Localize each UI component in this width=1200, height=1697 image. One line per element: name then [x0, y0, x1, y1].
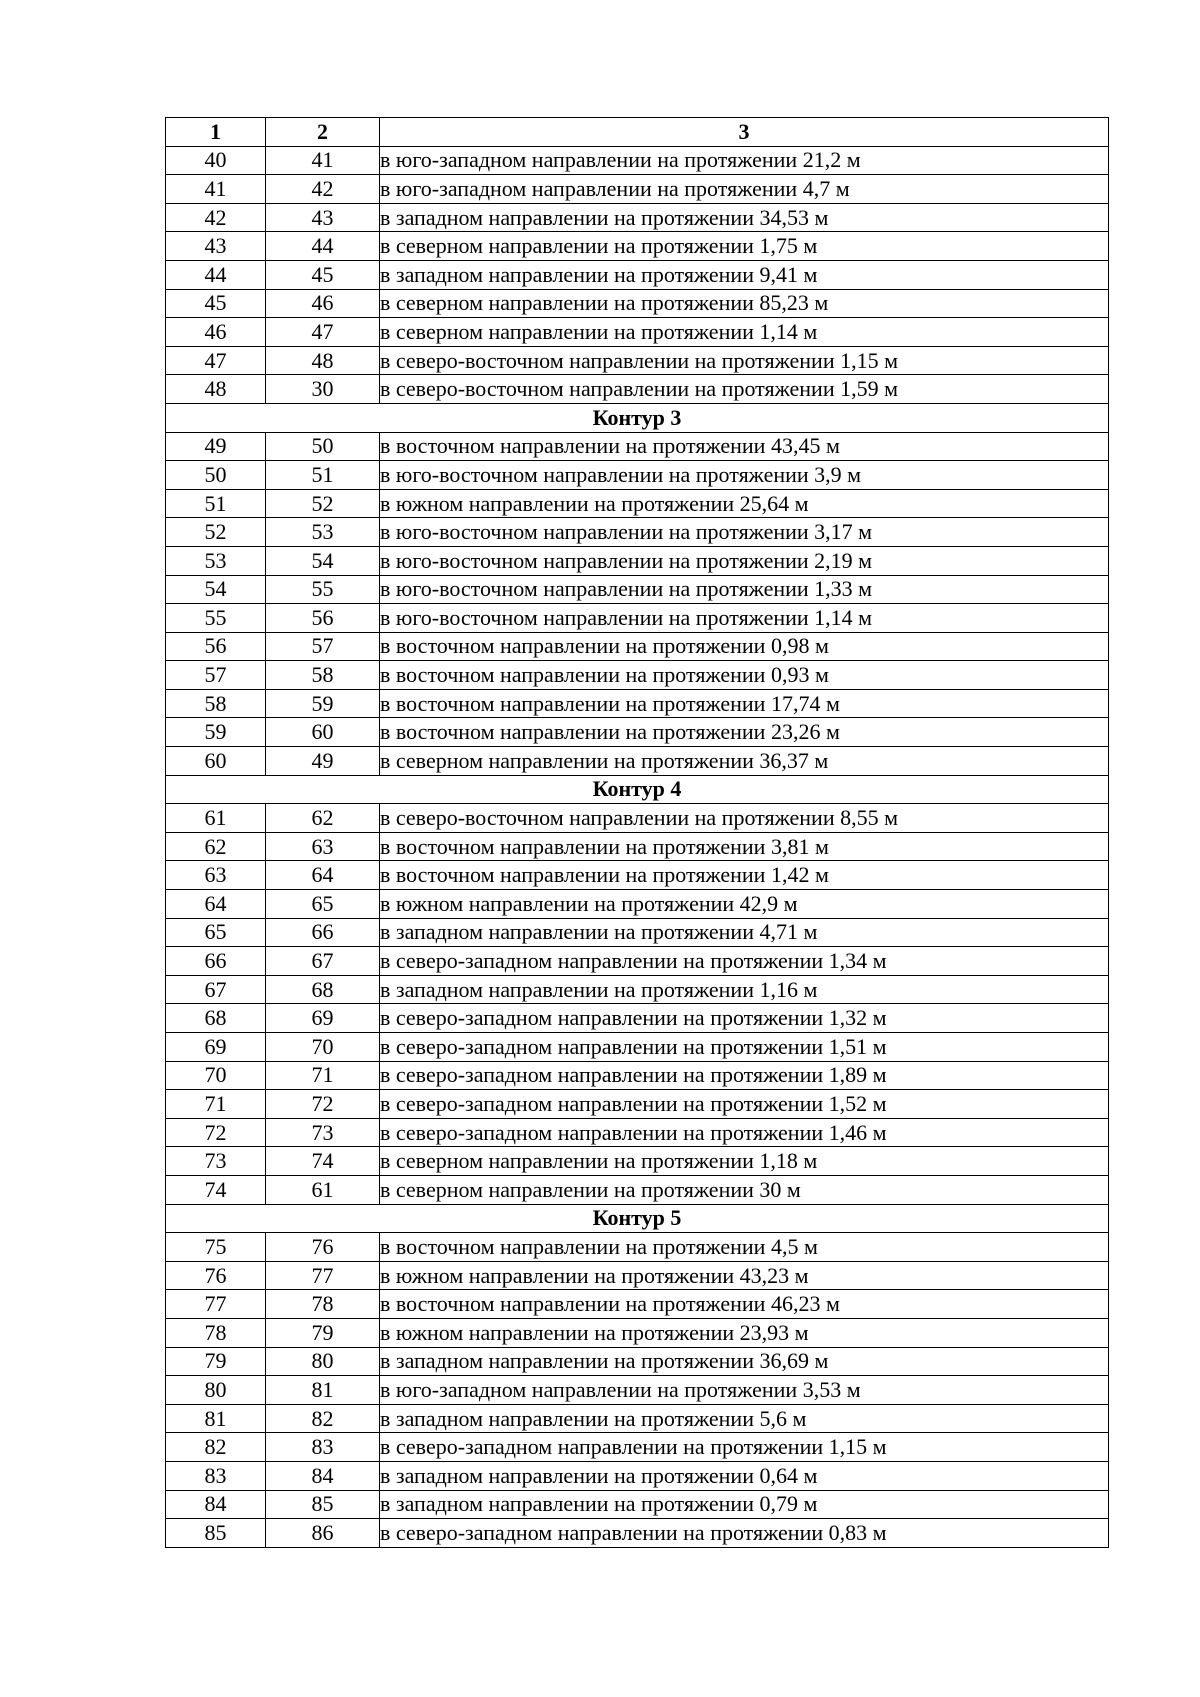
- table-row: [166, 1061, 1109, 1090]
- direction-description-cell: в северо-восточном направлении на протяжении 1,59 м: [380, 375, 1109, 404]
- point-from-cell: 60: [166, 747, 266, 776]
- point-from-cell: 79: [166, 1347, 266, 1376]
- point-to-cell: 84: [266, 1461, 380, 1490]
- table-row: [166, 1347, 1109, 1376]
- direction-description-cell: в западном направлении на протяжении 34,53 м: [380, 203, 1109, 232]
- point-from-cell: 61: [166, 804, 266, 833]
- point-from-cell: 69: [166, 1033, 266, 1062]
- point-to-cell: 55: [266, 575, 380, 604]
- point-from-cell: 43: [166, 232, 266, 261]
- table-row: [166, 1004, 1109, 1033]
- point-from-cell: 62: [166, 832, 266, 861]
- point-to-cell: 54: [266, 546, 380, 575]
- point-to-cell: 50: [266, 432, 380, 461]
- table-row: [166, 1519, 1109, 1548]
- table-row: [166, 947, 1109, 976]
- direction-description-cell: в юго-восточном направлении на протяжении 1,33 м: [380, 575, 1109, 604]
- point-from-cell: 45: [166, 289, 266, 318]
- point-to-cell: 59: [266, 689, 380, 718]
- point-from-cell: 41: [166, 175, 266, 204]
- table-row: [166, 518, 1109, 547]
- point-from-cell: 49: [166, 432, 266, 461]
- point-from-cell: 54: [166, 575, 266, 604]
- table-row: [166, 1318, 1109, 1347]
- point-from-cell: 63: [166, 861, 266, 890]
- table-row: [166, 1033, 1109, 1062]
- point-to-cell: 45: [266, 260, 380, 289]
- point-from-cell: 82: [166, 1433, 266, 1462]
- point-to-cell: 69: [266, 1004, 380, 1033]
- point-from-cell: 73: [166, 1147, 266, 1176]
- point-to-cell: 57: [266, 632, 380, 661]
- point-from-cell: 76: [166, 1261, 266, 1290]
- direction-description-cell: в восточном направлении на протяжении 46,23 м: [380, 1290, 1109, 1319]
- column-header-1: 1: [166, 118, 266, 147]
- contour-section-row: [166, 775, 1109, 804]
- point-from-cell: 67: [166, 975, 266, 1004]
- contour-title: Контур 3: [166, 403, 1109, 432]
- table-row: [166, 260, 1109, 289]
- direction-description-cell: в восточном направлении на протяжении 3,81 м: [380, 832, 1109, 861]
- point-from-cell: 42: [166, 203, 266, 232]
- point-from-cell: 75: [166, 1233, 266, 1262]
- point-to-cell: 49: [266, 747, 380, 776]
- table-row: [166, 575, 1109, 604]
- table-row: [166, 1376, 1109, 1405]
- direction-description-cell: в северо-западном направлении на протяжении 1,52 м: [380, 1090, 1109, 1119]
- table-row: [166, 1290, 1109, 1319]
- direction-description-cell: в восточном направлении на протяжении 0,98 м: [380, 632, 1109, 661]
- point-from-cell: 70: [166, 1061, 266, 1090]
- direction-description-cell: в восточном направлении на протяжении 23,26 м: [380, 718, 1109, 747]
- direction-description-cell: в северо-западном направлении на протяжении 1,89 м: [380, 1061, 1109, 1090]
- table-row: [166, 689, 1109, 718]
- table-row: [166, 804, 1109, 833]
- table-header-row: [166, 118, 1109, 147]
- point-from-cell: 47: [166, 346, 266, 375]
- direction-description-cell: в восточном направлении на протяжении 0,93 м: [380, 661, 1109, 690]
- point-to-cell: 83: [266, 1433, 380, 1462]
- table-row: [166, 1461, 1109, 1490]
- point-to-cell: 78: [266, 1290, 380, 1319]
- direction-description-cell: в западном направлении на протяжении 0,64 м: [380, 1461, 1109, 1490]
- direction-description-cell: в юго-восточном направлении на протяжении 1,14 м: [380, 604, 1109, 633]
- point-to-cell: 41: [266, 146, 380, 175]
- point-to-cell: 56: [266, 604, 380, 633]
- point-from-cell: 74: [166, 1175, 266, 1204]
- point-from-cell: 51: [166, 489, 266, 518]
- direction-description-cell: в восточном направлении на протяжении 1,42 м: [380, 861, 1109, 890]
- table-row: [166, 175, 1109, 204]
- table-row: [166, 1433, 1109, 1462]
- point-to-cell: 80: [266, 1347, 380, 1376]
- table-row: [166, 975, 1109, 1004]
- point-to-cell: 81: [266, 1376, 380, 1405]
- boundary-description-table: [165, 117, 1109, 1548]
- direction-description-cell: в северном направлении на протяжении 30 м: [380, 1175, 1109, 1204]
- direction-description-cell: в восточном направлении на протяжении 4,5 м: [380, 1233, 1109, 1262]
- table-row: [166, 918, 1109, 947]
- point-to-cell: 65: [266, 890, 380, 919]
- contour-title: Контур 5: [166, 1204, 1109, 1233]
- point-from-cell: 48: [166, 375, 266, 404]
- table-row: [166, 1175, 1109, 1204]
- direction-description-cell: в северо-западном направлении на протяжении 1,32 м: [380, 1004, 1109, 1033]
- point-from-cell: 50: [166, 461, 266, 490]
- point-to-cell: 62: [266, 804, 380, 833]
- table-row: [166, 1404, 1109, 1433]
- direction-description-cell: в северо-западном направлении на протяжении 1,51 м: [380, 1033, 1109, 1062]
- point-from-cell: 66: [166, 947, 266, 976]
- point-to-cell: 71: [266, 1061, 380, 1090]
- point-to-cell: 53: [266, 518, 380, 547]
- point-from-cell: 77: [166, 1290, 266, 1319]
- point-to-cell: 48: [266, 346, 380, 375]
- table-row: [166, 1118, 1109, 1147]
- table-row: [166, 203, 1109, 232]
- point-to-cell: 70: [266, 1033, 380, 1062]
- table-row: [166, 318, 1109, 347]
- table-row: [166, 346, 1109, 375]
- point-from-cell: 84: [166, 1490, 266, 1519]
- direction-description-cell: в южном направлении на протяжении 23,93 м: [380, 1318, 1109, 1347]
- point-from-cell: 85: [166, 1519, 266, 1548]
- point-to-cell: 73: [266, 1118, 380, 1147]
- point-from-cell: 78: [166, 1318, 266, 1347]
- direction-description-cell: в восточном направлении на протяжении 17,74 м: [380, 689, 1109, 718]
- table-row: [166, 375, 1109, 404]
- point-to-cell: 63: [266, 832, 380, 861]
- point-to-cell: 64: [266, 861, 380, 890]
- table-row: [166, 232, 1109, 261]
- direction-description-cell: в северо-западном направлении на протяжении 1,46 м: [380, 1118, 1109, 1147]
- direction-description-cell: в южном направлении на протяжении 25,64 м: [380, 489, 1109, 518]
- point-to-cell: 72: [266, 1090, 380, 1119]
- table-row: [166, 461, 1109, 490]
- direction-description-cell: в западном направлении на протяжении 36,69 м: [380, 1347, 1109, 1376]
- direction-description-cell: в юго-западном направлении на протяжении 4,7 м: [380, 175, 1109, 204]
- column-header-3: 3: [380, 118, 1109, 147]
- direction-description-cell: в юго-восточном направлении на протяжении 2,19 м: [380, 546, 1109, 575]
- table-row: [166, 861, 1109, 890]
- table-row: [166, 1261, 1109, 1290]
- table-row: [166, 1233, 1109, 1262]
- direction-description-cell: в юго-западном направлении на протяжении 21,2 м: [380, 146, 1109, 175]
- point-from-cell: 52: [166, 518, 266, 547]
- point-from-cell: 64: [166, 890, 266, 919]
- point-to-cell: 67: [266, 947, 380, 976]
- point-to-cell: 77: [266, 1261, 380, 1290]
- direction-description-cell: в западном направлении на протяжении 1,16 м: [380, 975, 1109, 1004]
- point-to-cell: 42: [266, 175, 380, 204]
- point-to-cell: 68: [266, 975, 380, 1004]
- table-row: [166, 890, 1109, 919]
- point-to-cell: 47: [266, 318, 380, 347]
- table-row: [166, 718, 1109, 747]
- point-to-cell: 85: [266, 1490, 380, 1519]
- direction-description-cell: в северо-восточном направлении на протяжении 8,55 м: [380, 804, 1109, 833]
- point-to-cell: 79: [266, 1318, 380, 1347]
- table-row: [166, 489, 1109, 518]
- direction-description-cell: в северо-западном направлении на протяжении 0,83 м: [380, 1519, 1109, 1548]
- direction-description-cell: в северном направлении на протяжении 1,14 м: [380, 318, 1109, 347]
- point-from-cell: 59: [166, 718, 266, 747]
- point-from-cell: 40: [166, 146, 266, 175]
- contour-title: Контур 4: [166, 775, 1109, 804]
- direction-description-cell: в северном направлении на протяжении 36,37 м: [380, 747, 1109, 776]
- point-from-cell: 44: [166, 260, 266, 289]
- direction-description-cell: в северо-западном направлении на протяжении 1,34 м: [380, 947, 1109, 976]
- table-row: [166, 546, 1109, 575]
- point-from-cell: 57: [166, 661, 266, 690]
- column-header-2: 2: [266, 118, 380, 147]
- point-to-cell: 43: [266, 203, 380, 232]
- point-to-cell: 52: [266, 489, 380, 518]
- point-from-cell: 65: [166, 918, 266, 947]
- direction-description-cell: в западном направлении на протяжении 5,6 м: [380, 1404, 1109, 1433]
- point-to-cell: 74: [266, 1147, 380, 1176]
- direction-description-cell: в северном направлении на протяжении 1,18 м: [380, 1147, 1109, 1176]
- point-to-cell: 82: [266, 1404, 380, 1433]
- table-row: [166, 661, 1109, 690]
- table-row: [166, 832, 1109, 861]
- point-to-cell: 46: [266, 289, 380, 318]
- table-body: [166, 146, 1109, 1547]
- table-row: [166, 432, 1109, 461]
- direction-description-cell: в юго-восточном направлении на протяжении 3,17 м: [380, 518, 1109, 547]
- direction-description-cell: в южном направлении на протяжении 42,9 м: [380, 890, 1109, 919]
- point-to-cell: 61: [266, 1175, 380, 1204]
- point-from-cell: 71: [166, 1090, 266, 1119]
- point-from-cell: 53: [166, 546, 266, 575]
- point-from-cell: 58: [166, 689, 266, 718]
- point-to-cell: 66: [266, 918, 380, 947]
- contour-section-row: [166, 1204, 1109, 1233]
- point-from-cell: 56: [166, 632, 266, 661]
- direction-description-cell: в южном направлении на протяжении 43,23 м: [380, 1261, 1109, 1290]
- point-from-cell: 80: [166, 1376, 266, 1405]
- table-row: [166, 289, 1109, 318]
- table-row: [166, 1490, 1109, 1519]
- point-from-cell: 68: [166, 1004, 266, 1033]
- direction-description-cell: в восточном направлении на протяжении 43,45 м: [380, 432, 1109, 461]
- contour-section-row: [166, 403, 1109, 432]
- point-to-cell: 30: [266, 375, 380, 404]
- direction-description-cell: в юго-западном направлении на протяжении 3,53 м: [380, 1376, 1109, 1405]
- table-row: [166, 146, 1109, 175]
- direction-description-cell: в западном направлении на протяжении 0,79 м: [380, 1490, 1109, 1519]
- table-row: [166, 1147, 1109, 1176]
- table-row: [166, 747, 1109, 776]
- direction-description-cell: в северном направлении на протяжении 85,23 м: [380, 289, 1109, 318]
- direction-description-cell: в юго-восточном направлении на протяжении 3,9 м: [380, 461, 1109, 490]
- direction-description-cell: в северо-восточном направлении на протяжении 1,15 м: [380, 346, 1109, 375]
- table-row: [166, 632, 1109, 661]
- point-to-cell: 44: [266, 232, 380, 261]
- point-to-cell: 58: [266, 661, 380, 690]
- point-to-cell: 86: [266, 1519, 380, 1548]
- table-row: [166, 604, 1109, 633]
- point-to-cell: 60: [266, 718, 380, 747]
- point-from-cell: 81: [166, 1404, 266, 1433]
- point-from-cell: 46: [166, 318, 266, 347]
- point-from-cell: 72: [166, 1118, 266, 1147]
- point-from-cell: 83: [166, 1461, 266, 1490]
- direction-description-cell: в западном направлении на протяжении 9,41 м: [380, 260, 1109, 289]
- direction-description-cell: в западном направлении на протяжении 4,71 м: [380, 918, 1109, 947]
- point-from-cell: 55: [166, 604, 266, 633]
- table-row: [166, 1090, 1109, 1119]
- direction-description-cell: в северо-западном направлении на протяжении 1,15 м: [380, 1433, 1109, 1462]
- point-to-cell: 51: [266, 461, 380, 490]
- point-to-cell: 76: [266, 1233, 380, 1262]
- direction-description-cell: в северном направлении на протяжении 1,75 м: [380, 232, 1109, 261]
